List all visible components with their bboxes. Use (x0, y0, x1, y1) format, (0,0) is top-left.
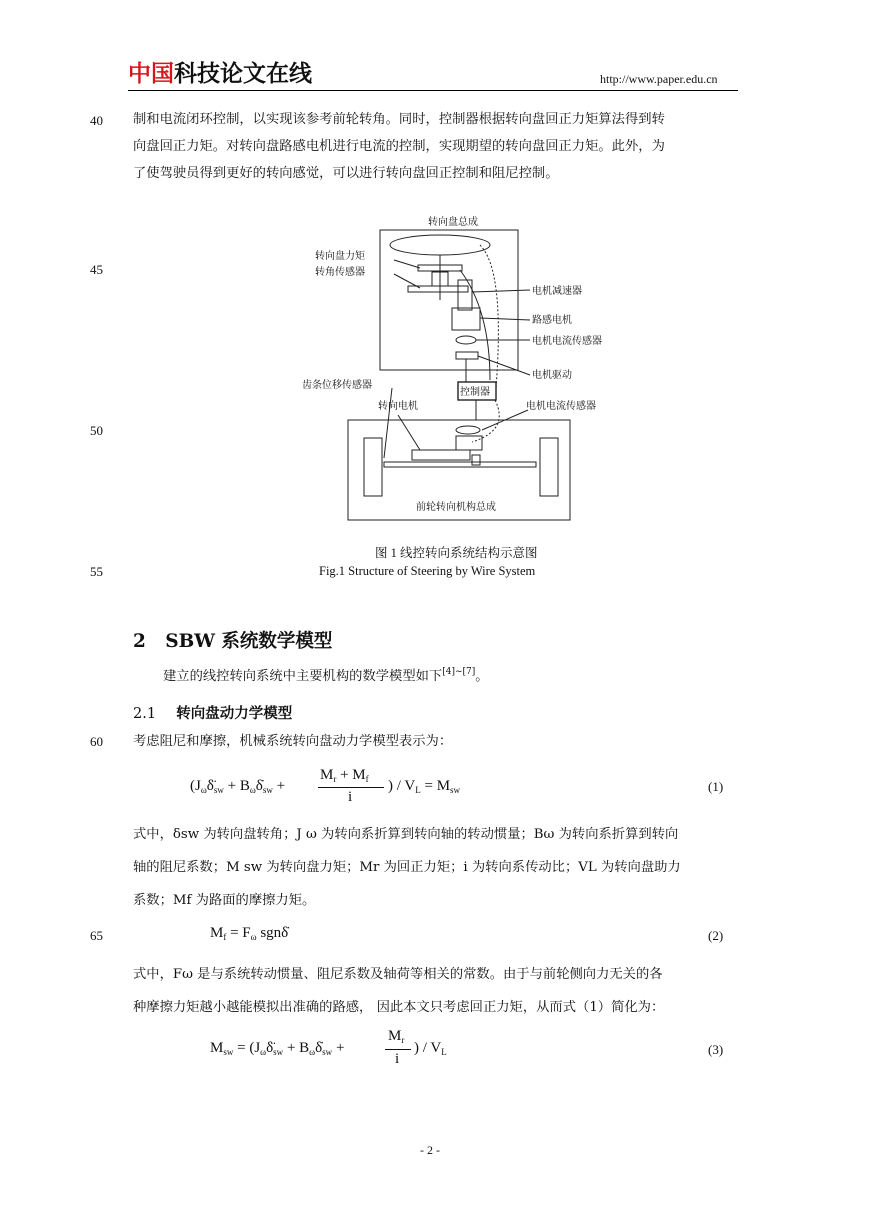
equation-1: ($J_\omega\deltä_{sw}$ + $B_\omega\deltȧ_{sw}$ + $M_r + M_f$ i ) / $V_L = M_{sw}$ (190, 767, 461, 805)
label-rack-sensor: 齿条位移传感器 (302, 380, 372, 391)
intro-paragraph (133, 106, 743, 187)
label-motor-reducer: 电机减速器 (532, 286, 582, 297)
explanation-1 (133, 818, 681, 917)
label-steering-wheel-assembly: 转向盘总成 (428, 217, 478, 228)
section-2-1-line60: 考虑阻尼和摩擦，机械系统转向盘动力学模型表示为： (133, 734, 453, 749)
header-url[interactable]: http://www.paper.edu.cn (600, 72, 718, 86)
line-number-65: 65 (90, 928, 103, 943)
equation-3-number: (3) (708, 1042, 724, 1057)
section-2-intro (163, 659, 489, 690)
section-2-intro-ref[interactable]: [4]~[7] (442, 667, 476, 677)
line-number-40: 40 (90, 113, 103, 128)
section-2-1-heading (133, 702, 292, 723)
equation-3: $M_{sw}$ = ($J_\omega\deltä_{sw}$ + $B_\omega\deltȧ_{sw}$ + $M_r$ i ) / $V_L$ (210, 1028, 447, 1067)
explanation-2 (133, 958, 664, 1024)
label-motor-drive: 电机驱动 (532, 370, 572, 381)
intro-line-1: 制和电流闭环控制，以实现该参考前轮转角。同时，控制器根据转向盘回正力矩算法得到转 (133, 112, 665, 127)
section-2-title: SBW 系统数学模型 (165, 631, 333, 652)
line-number-45: 45 (90, 262, 103, 277)
section-2-number: 2 (133, 631, 146, 652)
label-motor-current-sensor-top: 电机电流传感器 (532, 336, 602, 347)
equation-2: $M_f = F_\omega$ sgnδ̇ (210, 925, 289, 942)
label-front-wheel-assembly: 前轮转向机构总成 (416, 502, 496, 513)
section-2-1-title: 转向盘动力学模型 (176, 705, 293, 722)
explanation-1-line-1: 式中，δsw 为转向盘转角；J ω 为转向系折算到转向轴的转动惯量；Bω 为转向系折算到转向 (133, 827, 679, 842)
logo-red-text: 中国 (128, 61, 174, 87)
steering-by-wire-diagram (300, 210, 620, 535)
journal-logo (128, 61, 312, 87)
figure-caption-cn: 图 1 线控转向系统结构示意图 (375, 546, 538, 560)
label-feel-motor: 路感电机 (532, 315, 572, 326)
header-rule (128, 90, 738, 91)
label-steering-motor: 转向电机 (378, 401, 418, 412)
intro-line-3: 了使驾驶员得到更好的转向感觉，可以进行转向盘回正控制和阻尼控制。 (133, 166, 559, 181)
label-angle-sensor: 转角传感器 (315, 267, 365, 278)
section-2-intro-end: 。 (475, 669, 489, 684)
explanation-2-line-1: 式中，Fω 是与系统转动惯量、阻尼系数及轴荷等相关的常数。由于与前轮侧向力无关的各 (133, 967, 663, 982)
logo-black-text: 科技论文在线 (174, 61, 312, 87)
equation-2-number: (2) (708, 928, 724, 943)
figure-caption-en: Fig.1 Structure of Steering by Wire System (319, 564, 536, 578)
intro-line-2: 向盘回正力矩。对转向盘路感电机进行电流的控制，实现期望的转向盘回正力矩。此外，为 (133, 139, 665, 154)
steering-wheel-shape (390, 235, 490, 255)
explanation-2-line-2: 种摩擦力矩越小越能模拟出准确的路感， 因此本文只考虑回正力矩，从而式（1）简化为： (133, 1000, 665, 1015)
equation-1-number: (1) (708, 779, 724, 794)
explanation-1-line-2: 轴的阻尼系数；M sw 为转向盘力矩；Mr 为回正力矩；i 为转向系传动比；VL 为转向盘助力 (133, 860, 681, 875)
label-motor-current-sensor-bottom: 电机电流传感器 (526, 401, 596, 412)
line-number-50: 50 (90, 423, 103, 438)
line-number-55: 55 (90, 564, 103, 579)
page-number: - 2 - (420, 1143, 440, 1157)
line-number-60: 60 (90, 734, 103, 749)
section-2-intro-text: 建立的线控转向系统中主要机构的数学模型如下 (163, 669, 443, 684)
label-torque-sensor: 转向盘力矩 (315, 251, 365, 262)
section-2-1-number: 2.1 (133, 706, 157, 722)
label-controller: 控制器 (460, 387, 490, 398)
section-2-heading (133, 627, 332, 653)
explanation-1-line-3: 系数；Mf 为路面的摩擦力矩。 (133, 893, 316, 908)
